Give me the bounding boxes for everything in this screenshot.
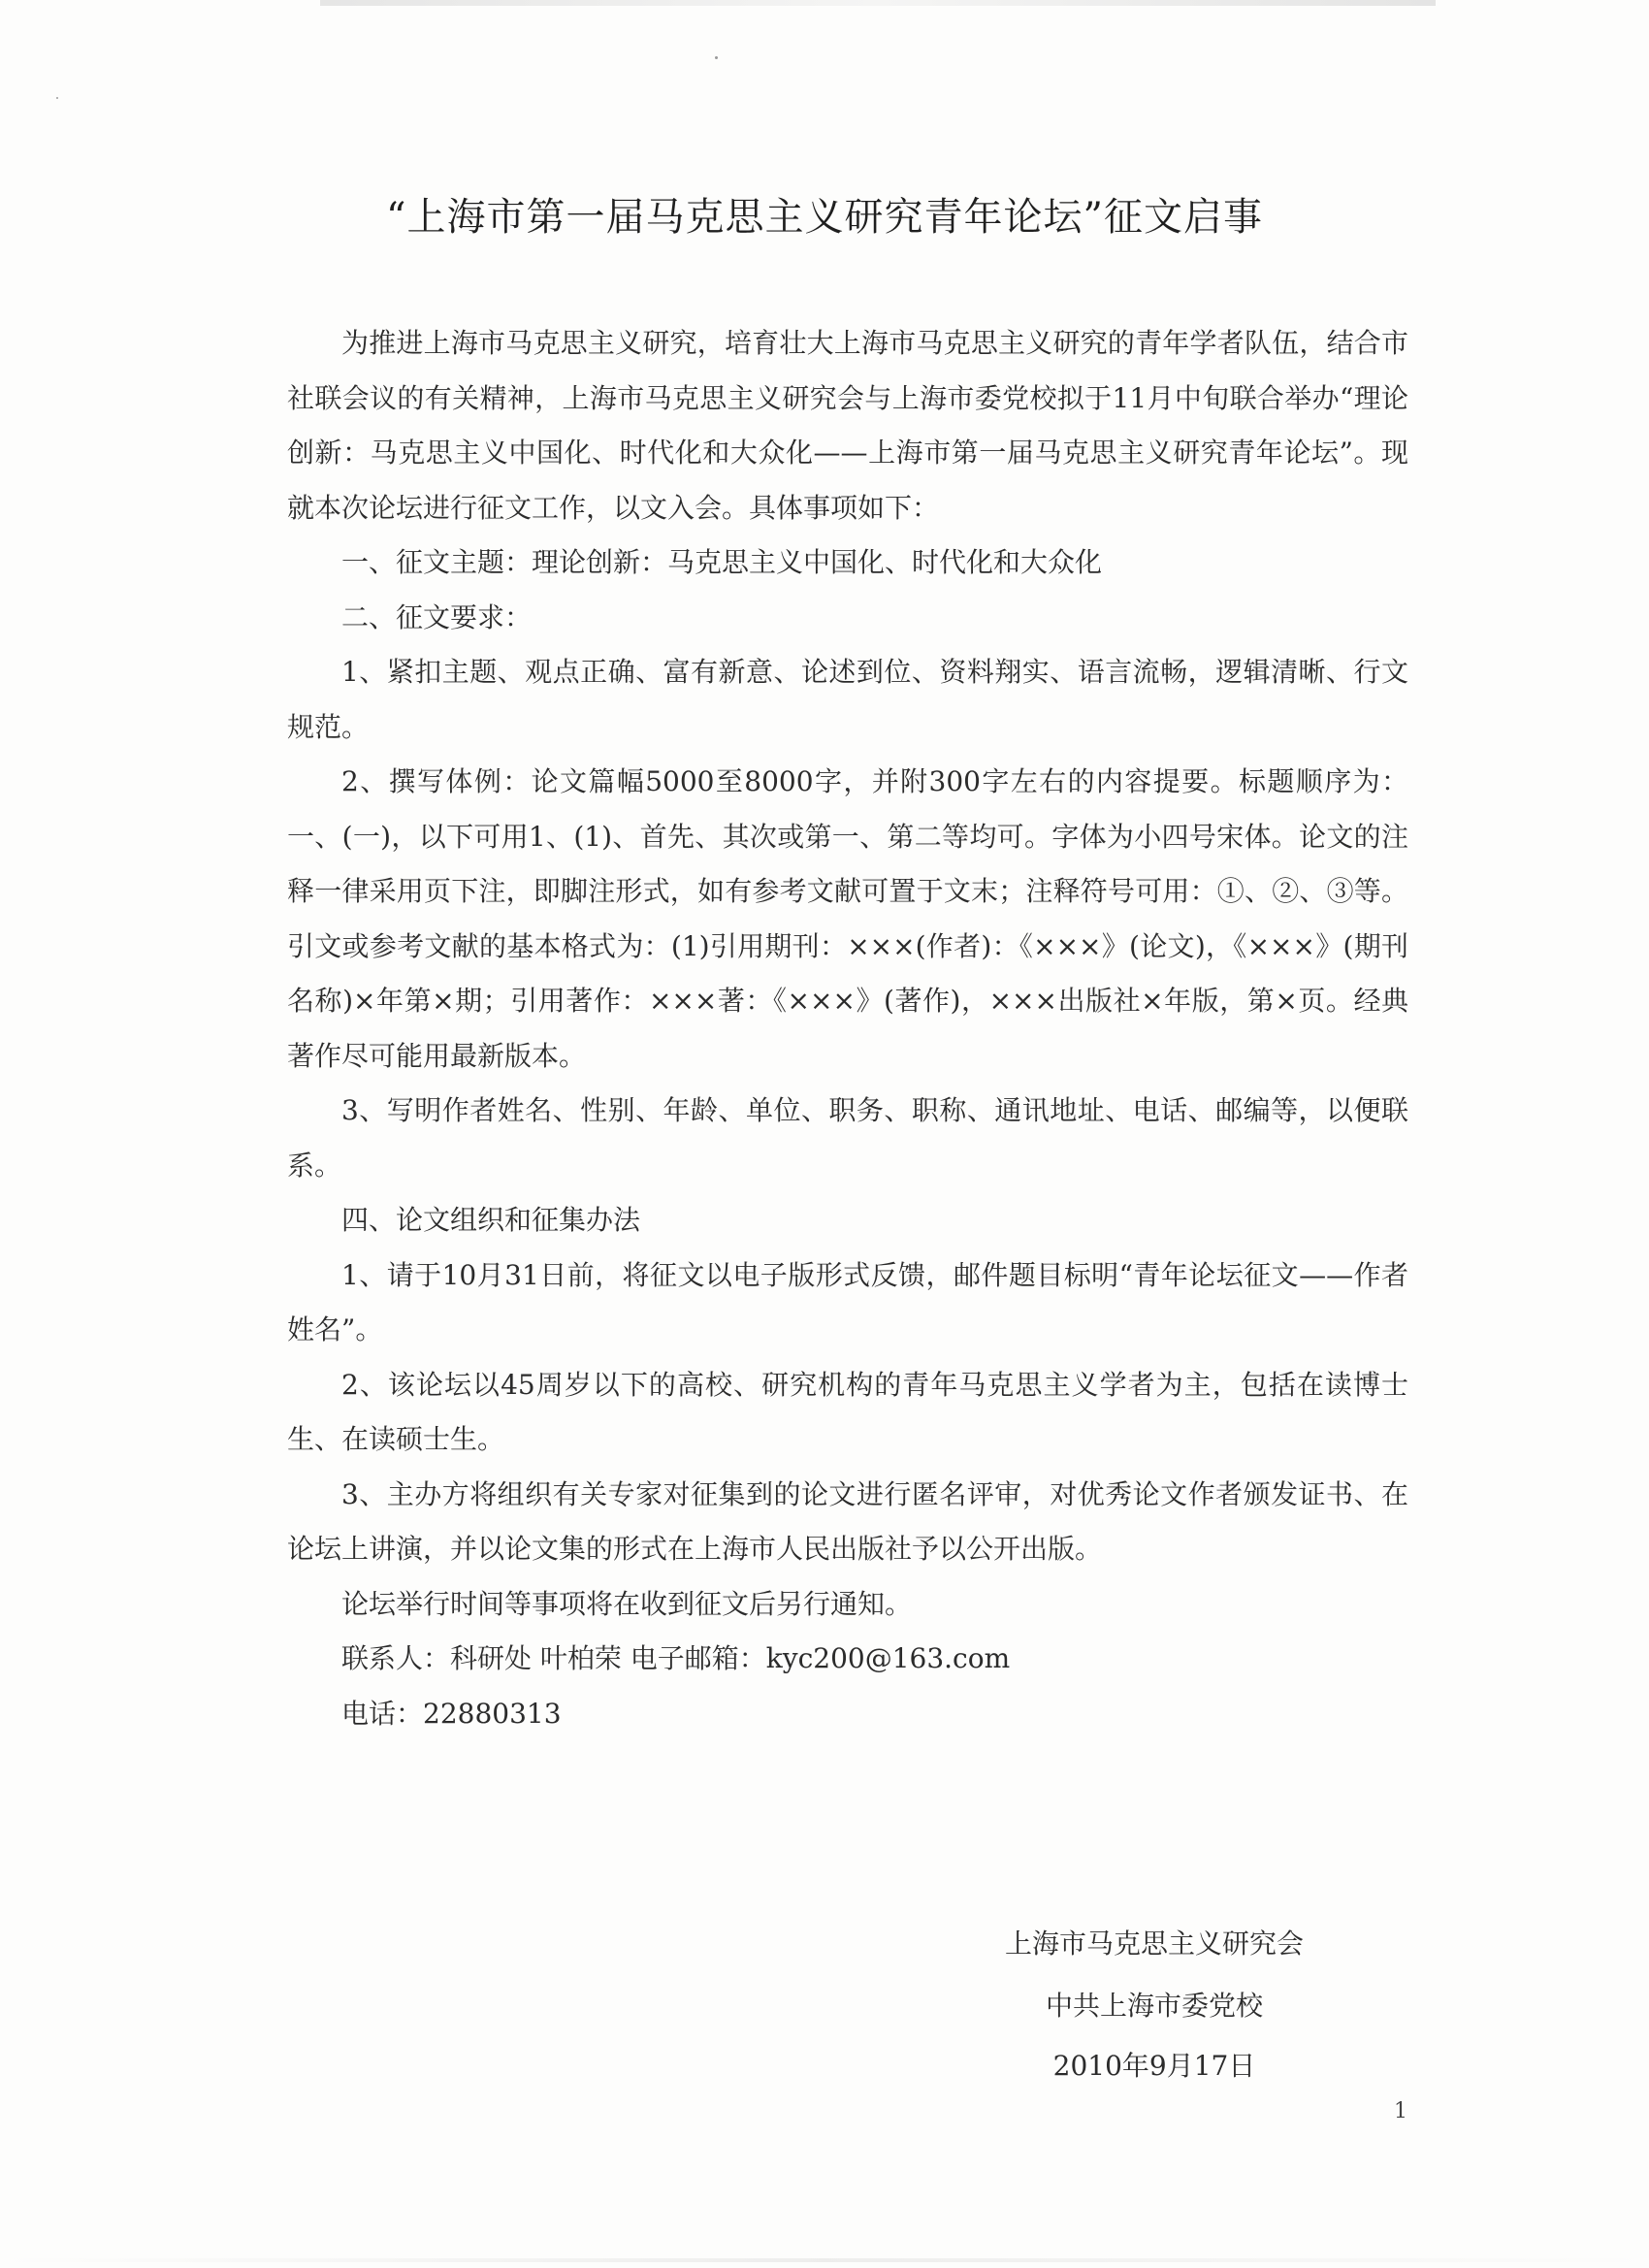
signature-date: 2010年9月17日 bbox=[1052, 2050, 1256, 2082]
organization-item-2: 2、该论坛以45周岁以下的高校、研究机构的青年马克思主义学者为主，包括在读博士生、在读硕士生。 bbox=[287, 1368, 1408, 1455]
requirement-3: 3、写明作者姓名、性别、年龄、单位、职务、职称、通讯地址、电话、邮编等，以便联系。 bbox=[287, 1094, 1408, 1182]
section-requirements-heading: 二、征文要求： bbox=[341, 600, 533, 633]
page-title: “上海市第一届马克思主义研究青年论坛”征文启事 bbox=[386, 195, 1263, 240]
section-theme: 一、征文主题：理论创新：马克思主义中国化、时代化和大众化 bbox=[341, 546, 1103, 578]
body-text bbox=[287, 316, 1408, 1741]
signature-org-2: 中共上海市委党校 bbox=[1045, 1990, 1263, 2022]
section-organization-heading: 四、论文组织和征集办法 bbox=[341, 1204, 641, 1236]
organization-item-3: 3、主办方将组织有关专家对征集到的论文进行匿名评审，对优秀论文作者颁发证书、在论坛上讲演，并以论文集的形式在上海市人民出版社予以公开出版。 bbox=[287, 1477, 1408, 1565]
requirement-1: 1、紧扣主题、观点正确、富有新意、论述到位、资料翔实、语言流畅，逻辑清晰、行文规范。 bbox=[287, 656, 1408, 743]
scan-edge-bottom bbox=[0, 2258, 1649, 2262]
scan-speck bbox=[56, 97, 58, 99]
contact-line: 联系人：科研处 叶柏荣 电子邮箱：kyc200@163.com bbox=[341, 1642, 1011, 1674]
scan-edge-top bbox=[320, 0, 1436, 6]
page-number: 1 bbox=[1394, 2099, 1407, 2123]
signature-org-1: 上海市马克思主义研究会 bbox=[1004, 1928, 1304, 1960]
requirement-2: 2、撰写体例：论文篇幅5000至8000字，并附300字左右的内容提要。标题顺序为：一、(一)，以下可用1、(1)、首先、其次或第一、第二等均可。字体为小四号宋体。论文的注释一律采用页下注，即脚注形式，如有参考文献可置于文末；注释符号可用：①、②、③等。引文或参考文献的基本格式为：(1)引用期刊：×××(作者)：《×××》(论文)，《×××》(期刊名称)×年第×期；引用著作：×××著：《×××》(著作)，×××出版社×年版，第×页。经典著作尽可能用最新版本。 bbox=[287, 765, 1408, 1072]
phone-line: 电话：22880313 bbox=[341, 1697, 562, 1730]
scan-speck bbox=[715, 56, 718, 59]
organization-item-1: 1、请于10月31日前，将征文以电子版形式反馈，邮件题目标明“青年论坛征文——作者姓名”。 bbox=[287, 1258, 1408, 1345]
intro-paragraph: 为推进上海市马克思主义研究，培育壮大上海市马克思主义研究的青年学者队伍，结合市社联会议的有关精神，上海市马克思主义研究会与上海市委党校拟于11月中旬联合举办“理论创新：马克思主义中国化、时代化和大众化——上海市第一届马克思主义研究青年论坛”。现就本次论坛进行征文工作，以文入会。具体事项如下： bbox=[287, 327, 1408, 524]
notice-line: 论坛举行时间等事项将在收到征文后另行通知。 bbox=[341, 1587, 913, 1620]
